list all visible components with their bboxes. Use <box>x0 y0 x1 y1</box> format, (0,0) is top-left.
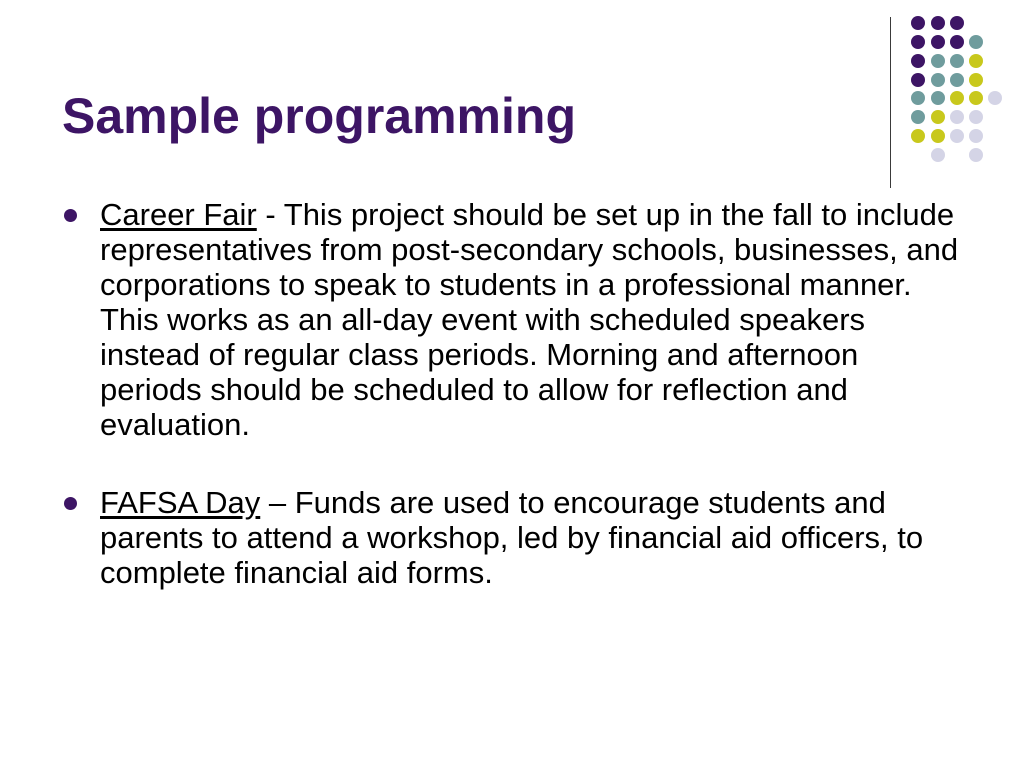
grid-dot <box>931 148 945 162</box>
grid-dot <box>931 110 945 124</box>
grid-dot <box>950 110 964 124</box>
grid-dot <box>969 54 983 68</box>
grid-dot <box>950 73 964 87</box>
grid-dot <box>931 54 945 68</box>
bullet-term: FAFSA Day <box>100 485 261 520</box>
bullet-item-fafsa-day <box>62 485 962 590</box>
grid-dot <box>950 91 964 105</box>
bullet-list <box>62 197 962 633</box>
grid-dot <box>931 73 945 87</box>
grid-dot <box>911 35 925 49</box>
grid-dot <box>911 91 925 105</box>
grid-dot <box>950 129 964 143</box>
grid-dot <box>931 16 945 30</box>
grid-dot <box>950 54 964 68</box>
bullet-dot-icon <box>64 497 77 510</box>
grid-dot <box>931 129 945 143</box>
grid-dot <box>931 91 945 105</box>
slide-title: Sample programming <box>62 88 576 144</box>
grid-dot <box>988 91 1002 105</box>
grid-dot <box>911 73 925 87</box>
grid-dot <box>969 148 983 162</box>
title-divider <box>890 17 891 188</box>
bullet-item-career-fair <box>62 197 962 442</box>
grid-dot <box>950 16 964 30</box>
bullet-text: – Funds are used to encourage students and parents to attend a workshop, led by financial aid officers, to complete financial aid forms. <box>100 485 924 590</box>
bullet-term: Career Fair <box>100 197 257 232</box>
bullet-text: - This project should be set up in the fall to include representatives from post-secondary schools, businesses, and corporations to speak to students in a professional manner. This works as an all-day event with scheduled speakers instead of regular class periods. Morning and afternoon periods should be scheduled to allow for reflection and evaluation. <box>100 197 959 442</box>
grid-dot <box>931 35 945 49</box>
grid-dot <box>969 91 983 105</box>
grid-dot <box>969 35 983 49</box>
grid-dot <box>969 110 983 124</box>
grid-dot <box>911 16 925 30</box>
grid-dot <box>950 35 964 49</box>
grid-dot <box>911 54 925 68</box>
grid-dot <box>969 73 983 87</box>
bullet-dot-icon <box>64 209 77 222</box>
grid-dot <box>911 129 925 143</box>
grid-dot <box>911 110 925 124</box>
grid-dot <box>969 129 983 143</box>
